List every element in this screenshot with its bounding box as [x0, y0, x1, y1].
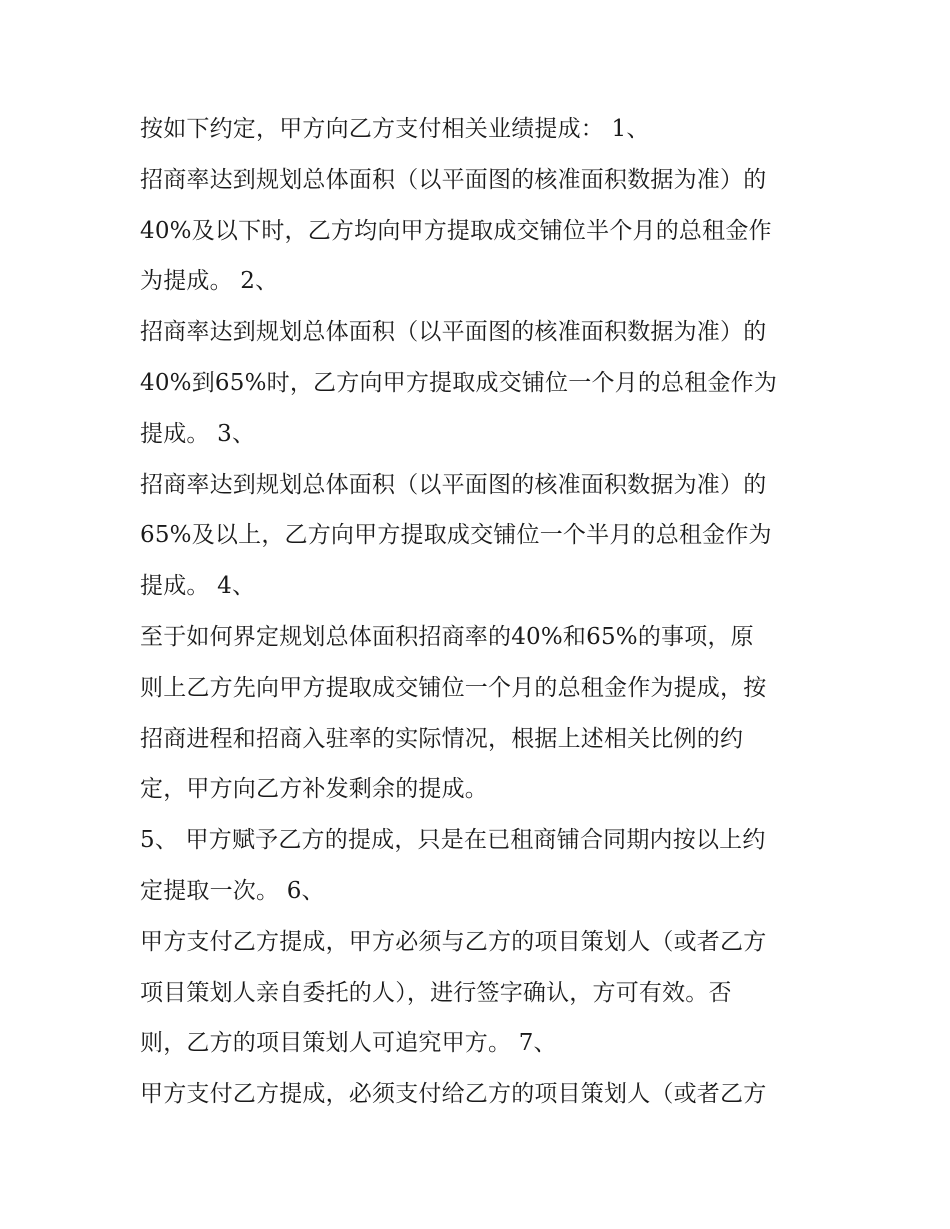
text-line: 为提成。 2、	[140, 268, 279, 295]
text-line: 40%到65%时，乙方向甲方提取成交铺位一个月的总租金作为	[140, 369, 778, 396]
text-line: 则，乙方的项目策划人可追究甲方。 7、	[140, 1030, 557, 1057]
document-body	[140, 104, 830, 1120]
text-line: 甲方支付乙方提成，必须支付给乙方的项目策划人（或者乙方	[140, 1081, 767, 1108]
text-line: 40%及以下时，乙方均向甲方提取成交铺位半个月的总租金作	[140, 217, 772, 244]
text-line: 至于如何界定规划总体面积招商率的40%和65%的事项，原	[140, 623, 754, 650]
text-line: 招商率达到规划总体面积（以平面图的核准面积数据为准）的	[140, 471, 767, 498]
text-line: 5、 甲方赋予乙方的提成，只是在已租商铺合同期内按以上约	[140, 827, 766, 854]
text-line: 招商率达到规划总体面积（以平面图的核准面积数据为准）的	[140, 166, 767, 193]
text-line: 项目策划人亲自委托的人），进行签字确认，方可有效。否	[140, 979, 732, 1006]
text-line: 招商进程和招商入驻率的实际情况，根据上述相关比例的约	[140, 725, 744, 752]
text-line: 65%及以上，乙方向甲方提取成交铺位一个半月的总租金作为	[140, 522, 772, 549]
text-line: 招商率达到规划总体面积（以平面图的核准面积数据为准）的	[140, 319, 767, 346]
text-line: 定提取一次。 6、	[140, 877, 325, 904]
text-line: 提成。 3、	[140, 420, 256, 447]
text-line: 提成。 4、	[140, 573, 256, 600]
text-line: 则上乙方先向甲方提取成交铺位一个月的总租金作为提成，按	[140, 674, 767, 701]
text-line: 定，甲方向乙方补发剩余的提成。	[140, 776, 488, 803]
text-line: 按如下约定，甲方向乙方支付相关业绩提成： 1、	[140, 116, 650, 142]
text-line: 甲方支付乙方提成，甲方必须与乙方的项目策划人（或者乙方	[140, 928, 767, 955]
